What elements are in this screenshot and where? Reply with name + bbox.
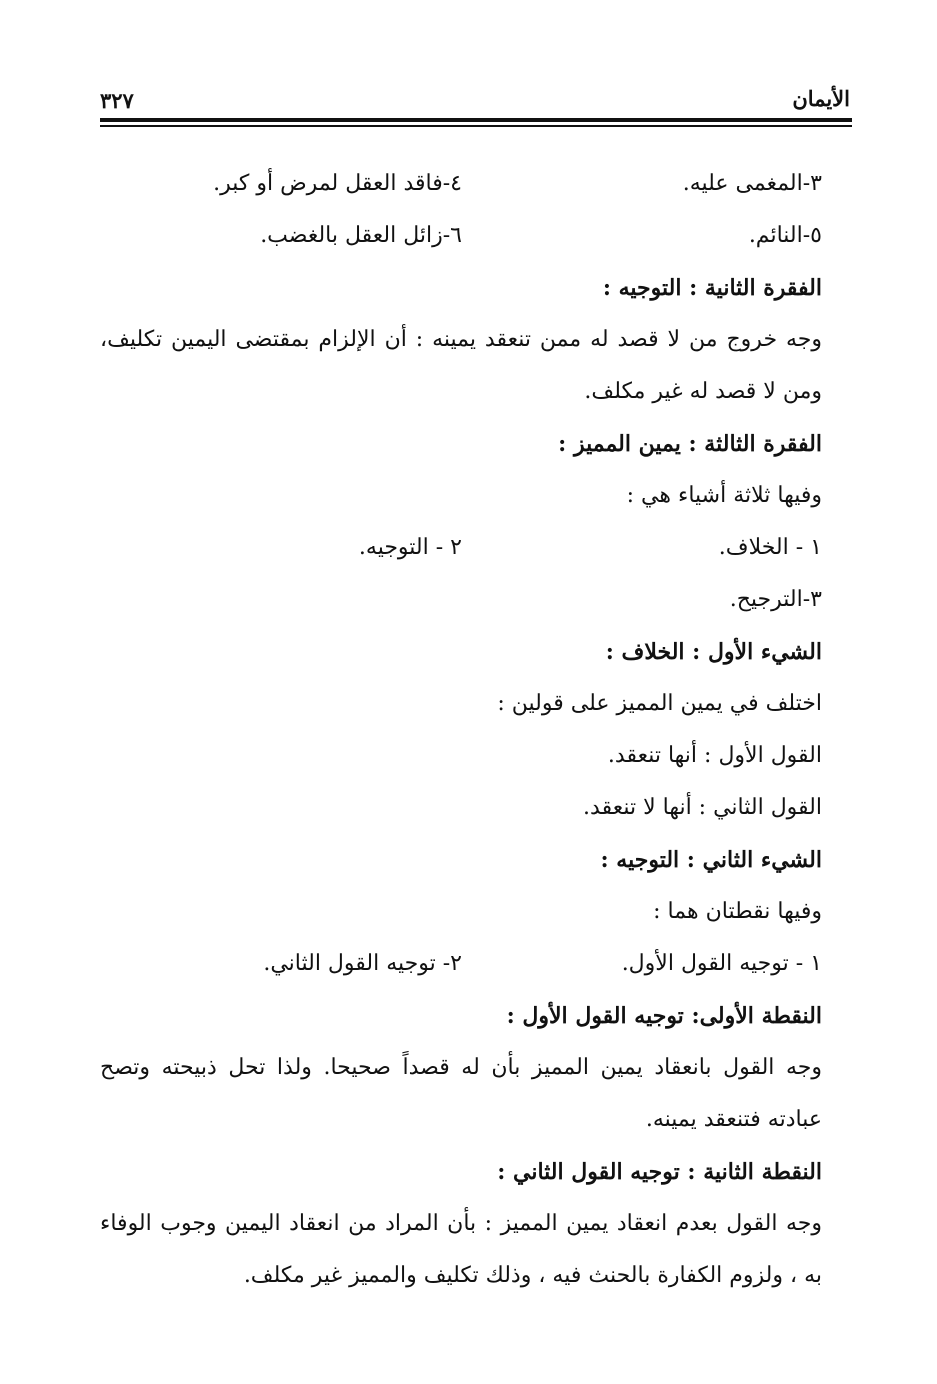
text-line: القول الثاني : أنها لا تنعقد.	[583, 795, 822, 820]
list-item: ٢ - التوجيه.	[358, 535, 462, 560]
list-row	[100, 938, 822, 990]
page-number: ٣٢٧	[100, 88, 134, 113]
section-heading: النقطة الأولى: توجيه القول الأول :	[506, 1003, 822, 1029]
list-item: ٦-زائل العقل بالغضب.	[260, 223, 462, 248]
section-heading: الشيء الأول : الخلاف :	[605, 639, 822, 665]
chapter-title: الأيمان	[792, 86, 850, 111]
list-item: ٣-الترجيح.	[729, 587, 822, 612]
header-rule-thin	[100, 125, 852, 127]
list-item: ١ - الخلاف.	[718, 535, 822, 560]
header-rule-thick	[100, 118, 852, 122]
section-heading: الفقرة الثانية : التوجيه :	[602, 275, 822, 301]
list-item: ٣-المغمى عليه.	[682, 171, 822, 196]
list-item: ٢- توجيه القول الثاني.	[263, 951, 462, 976]
page-body	[100, 158, 822, 1302]
section-heading: النقطة الثانية : توجيه القول الثاني :	[497, 1159, 822, 1185]
section-heading: الشيء الثاني : التوجيه :	[600, 847, 822, 873]
list-row	[100, 522, 822, 574]
text-line: وفيها ثلاثة أشياء هي :	[626, 483, 822, 508]
list-row	[100, 158, 822, 210]
list-item: ٤-فاقد العقل لمرض أو كبر.	[213, 171, 462, 196]
text-line: القول الأول : أنها تنعقد.	[607, 743, 822, 768]
text-line: وفيها نقطتان هما :	[653, 899, 822, 924]
paragraph: وجه خروج من لا قصد له ممن تنعقد يمينه : أن الإلزام بمقتضى اليمين تكليف، ومن لا قصد له غير مكلف.	[100, 327, 822, 404]
list-item: ١ - توجيه القول الأول.	[621, 951, 822, 976]
list-row	[100, 210, 822, 262]
paragraph: وجه القول بانعقاد يمين المميز بأن له قصداً صحيحا. ولذا تحل ذبيحته وتصح عبادته فتنعقد يمينه.	[100, 1055, 822, 1132]
paragraph: وجه القول بعدم انعقاد يمين المميز : بأن المراد من انعقاد اليمين وجوب الوفاء به ، ولزوم الكفارة بالحنث فيه ، وذلك تكليف والمميز غير مكلف.	[100, 1211, 822, 1288]
text-line: اختلف في يمين المميز على قولين :	[497, 691, 822, 716]
section-heading: الفقرة الثالثة : يمين المميز :	[558, 431, 822, 457]
list-item: ٥-النائم.	[748, 223, 822, 248]
